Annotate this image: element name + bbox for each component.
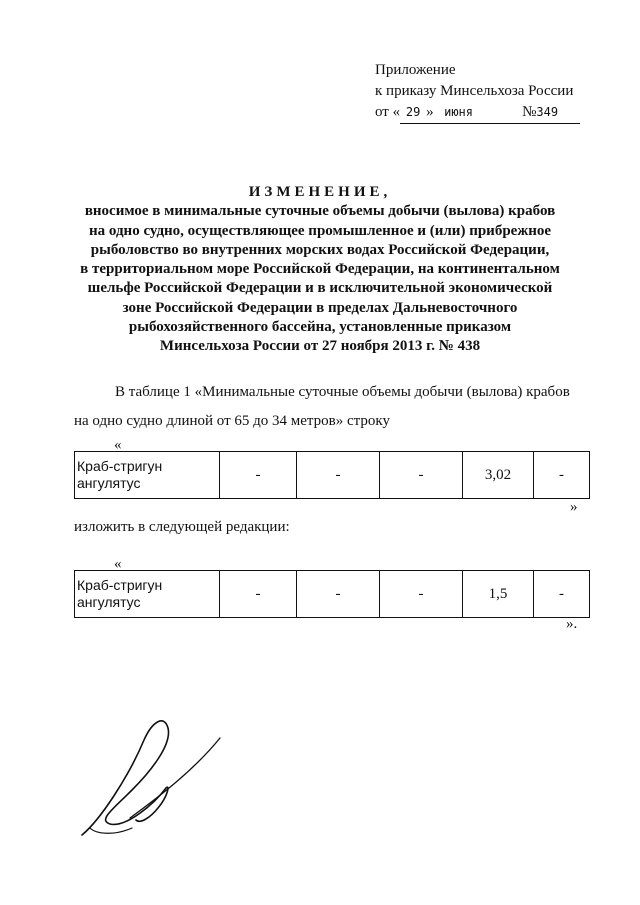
table-row: [75, 571, 590, 618]
value-cell: 1,5: [463, 571, 534, 618]
value-cell: -: [534, 571, 590, 618]
species-cell: Краб-стригун ангулятус: [75, 571, 220, 618]
table-row: [75, 452, 590, 499]
appendix-block: [375, 60, 580, 124]
species-cell: Краб-стригун ангулятус: [75, 452, 220, 499]
value-cell: -: [380, 571, 463, 618]
value-cell: -: [297, 571, 380, 618]
document-title: [40, 183, 600, 357]
appendix-month: июня: [436, 102, 522, 124]
appendix-day: 29: [400, 102, 426, 124]
title-line: Минсельхоза России от 27 ноября 2013 г. № 438: [159, 338, 481, 355]
signature: [70, 700, 240, 850]
body-paragraph-line2: на одно судно длиной от 65 до 34 метров» строку: [74, 413, 390, 429]
value-cell: -: [534, 452, 590, 499]
appendix-date-line: от « 29 » июня №349: [375, 102, 580, 124]
value-cell: -: [297, 452, 380, 499]
title-line: рыболовство во внутренних морских водах Российской Федерации,: [90, 241, 550, 258]
appendix-order-ref: к приказу Минсельхоза России: [375, 83, 574, 99]
title-line: шельфе Российской Федерации и в исключительной экономической: [87, 280, 553, 297]
appendix-title: Приложение: [375, 62, 456, 78]
close-quote: »: [570, 499, 578, 515]
value-cell: -: [380, 452, 463, 499]
body-paragraph-line1: В таблице 1 «Минимальные суточные объемы добычи (вылова) крабов: [115, 384, 570, 400]
value-cell: 3,02: [463, 452, 534, 499]
value-cell: -: [220, 452, 297, 499]
table-old-row: [74, 451, 590, 499]
appendix-number: 349: [536, 105, 559, 119]
close-quote: ».: [566, 616, 578, 632]
table-new-row: [74, 570, 590, 618]
value-cell: -: [220, 571, 297, 618]
title-line: на одно судно, осуществляющее промышленное и (или) прибрежное: [89, 222, 551, 239]
title-heading: ИЗМЕНЕНИЕ,: [248, 184, 392, 200]
title-line: зоне Российской Федерации в пределах Дальневосточного: [122, 299, 518, 316]
title-line: вносимое в минимальные суточные объемы добычи (вылова) крабов: [84, 203, 556, 220]
replace-instruction: изложить в следующей редакции:: [74, 519, 290, 535]
title-line: в территориальном море Российской Федерации, на континентальном: [80, 261, 560, 278]
title-line: рыбохозяйственного бассейна, установленные приказом: [128, 319, 512, 336]
open-quote: «: [114, 556, 122, 572]
open-quote: «: [114, 437, 122, 453]
